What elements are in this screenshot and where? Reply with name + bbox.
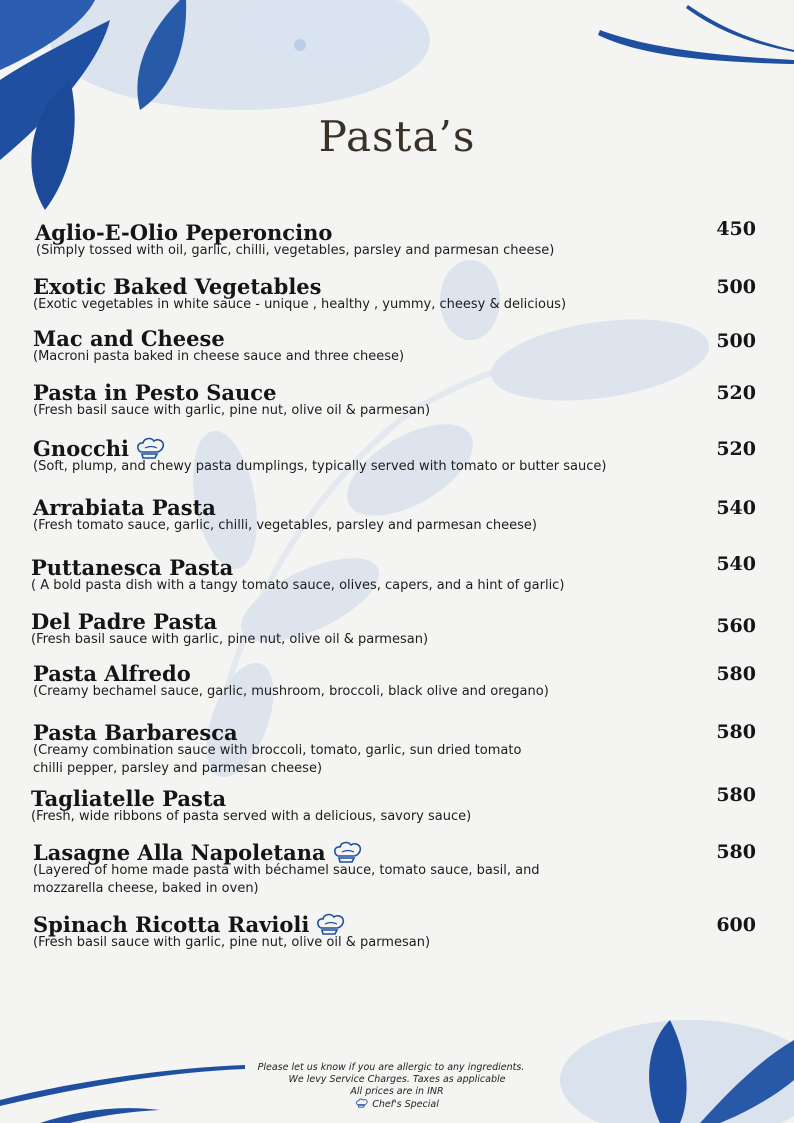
chef-special-label: Chef's Special [372,1099,439,1110]
chef-hat-icon [355,1098,369,1108]
menu-item-description: (Creamy combination sauce with broccoli, tomato, garlic, sun dried tomato chilli pepper, parsley and parmesan cheese) [33,743,522,776]
menu-item-price: 500 [716,330,756,352]
menu-item-price: 580 [716,841,756,863]
menu-item-description: (Creamy bechamel sauce, garlic, mushroom, broccoli, black olive and oregano) [33,684,549,699]
menu-item-name: Arrabiata Pasta [33,495,216,520]
menu-item-price: 540 [716,497,756,519]
chef-special-legend [0,1098,794,1111]
footer-notes [0,1062,794,1111]
menu-item-description: (Macroni pasta baked in cheese sauce and three cheese) [33,349,405,364]
menu-item-name: Pasta Barbaresca [33,720,238,745]
menu-item-price: 520 [716,382,756,404]
chef-hat-icon [332,840,364,864]
menu-item-name: Pasta Alfredo [33,661,191,686]
menu-item-name: Exotic Baked Vegetables [33,274,322,299]
menu-item-name: Lasagne Alla Napoletana [33,840,326,865]
menu-item-price: 520 [716,438,756,460]
menu-item-name: Spinach Ricotta Ravioli [33,912,310,937]
menu-item-description: (Simply tossed with oil, garlic, chilli, vegetables, parsley and parmesan cheese) [36,243,555,258]
menu-item-name: Del Padre Pasta [31,609,218,634]
chef-hat-icon [135,436,167,460]
menu-item-description: (Fresh, wide ribbons of pasta served with a delicious, savory sauce) [31,809,472,824]
menu-item-name: Puttanesca Pasta [31,555,234,580]
menu-item-description: ( A bold pasta dish with a tangy tomato sauce, olives, capers, and a hint of garlic) [31,578,565,593]
service-note: We levy Service Charges. Taxes as applicable [288,1074,506,1085]
menu-title: Pasta’s [318,112,476,161]
menu-item-name: Gnocchi [33,436,130,461]
chef-hat-icon [315,912,347,936]
menu-item-price: 580 [716,663,756,685]
menu-item-description: (Layered of home made pasta with béchamel sauce, tomato sauce, basil, and mozzarella cheese, baked in oven) [33,863,540,896]
menu-item-description: (Fresh basil sauce with garlic, pine nut, olive oil & parmesan) [31,632,429,647]
menu-item-price: 560 [716,615,756,637]
menu-item-description: (Fresh basil sauce with garlic, pine nut, olive oil & parmesan) [33,403,431,418]
menu-item-price: 580 [716,784,756,806]
currency-note: All prices are in INR [350,1086,444,1097]
allergy-note: Please let us know if you are allergic to any ingredients. [257,1062,525,1073]
menu-item-price: 540 [716,553,756,575]
menu-item-price: 580 [716,721,756,743]
menu-item-name: Pasta in Pesto Sauce [33,380,277,405]
menu-item-name: Mac and Cheese [33,326,225,351]
menu-item-price: 450 [716,218,756,240]
menu-item-description: (Fresh tomato sauce, garlic, chilli, vegetables, parsley and parmesan cheese) [33,518,537,533]
menu-item-price: 500 [716,276,756,298]
menu-item-name: Aglio-E-Olio Peperoncino [35,220,333,245]
menu-item-description: (Exotic vegetables in white sauce - unique , healthy , yummy, cheesy & delicious) [33,297,567,312]
menu-item-price: 600 [716,914,756,936]
menu-item-description: (Fresh basil sauce with garlic, pine nut, olive oil & parmesan) [33,935,431,950]
menu-item-name: Tagliatelle Pasta [31,786,227,811]
menu-item-description: (Soft, plump, and chewy pasta dumplings, typically served with tomato or butter sauce) [33,459,607,474]
